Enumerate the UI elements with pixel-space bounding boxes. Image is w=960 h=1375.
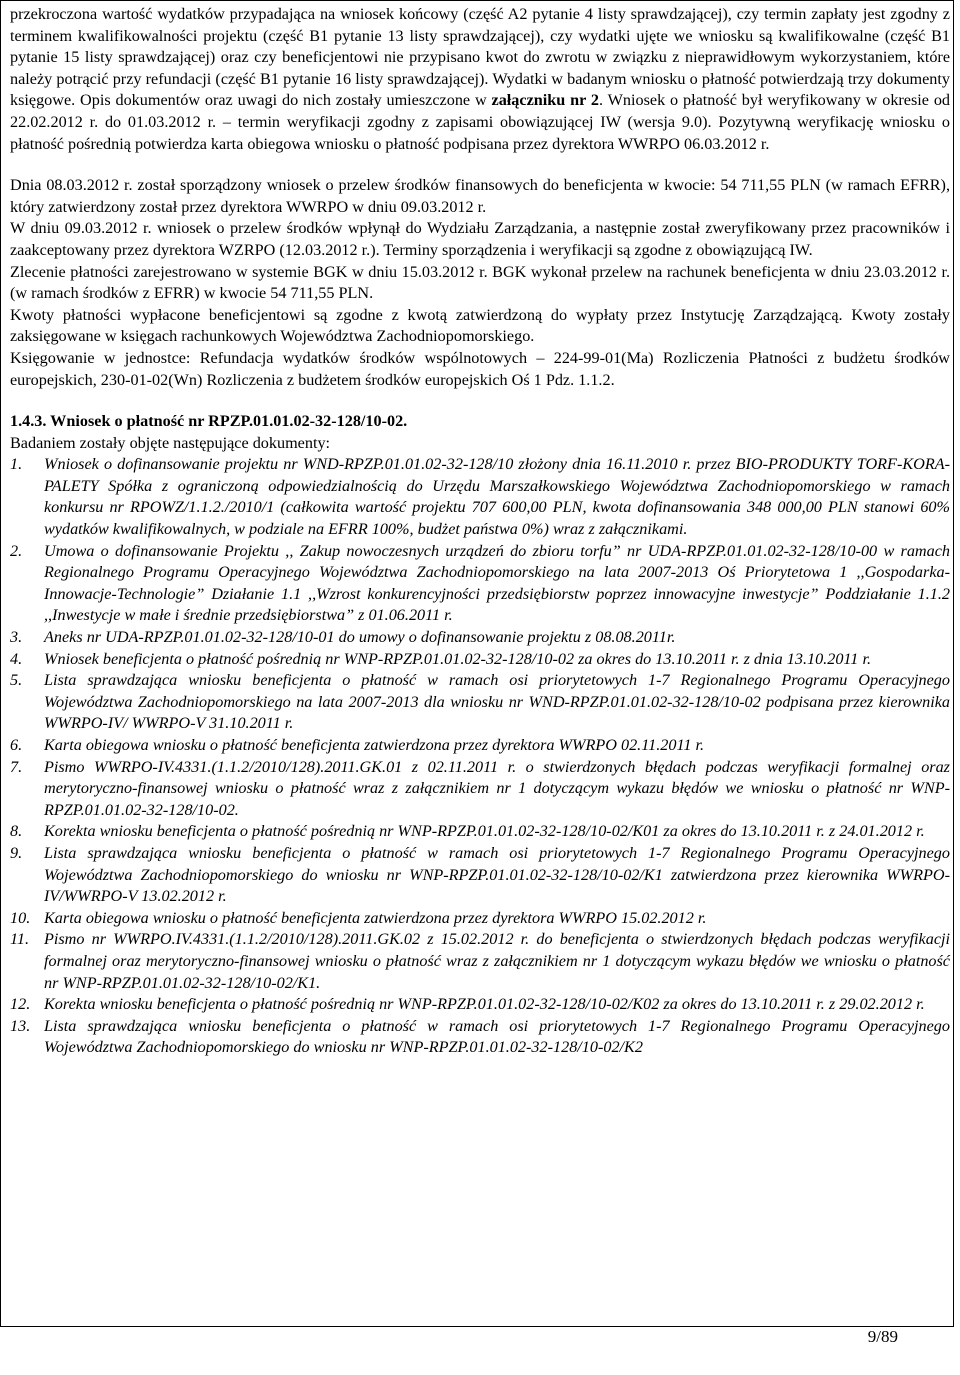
section-intro: Badaniem zostały objęte następujące dokumenty: bbox=[10, 433, 331, 452]
list-item-text: Lista sprawdzająca wniosku beneficjenta o płatność w ramach osi priorytetowych 1-7 Regionalnego Programu Operacyjnego Województwa Zachodniopomorskiego do wniosku nr WNP-RPZP.01.01.02-32-128/10-02/K1 zatwierdzona przez kierownika WWRPO-IV/WWRPO-V 13.02.2012 r. bbox=[44, 843, 950, 906]
page-number: 9/89 bbox=[867, 1327, 898, 1346]
list-item-number: 1. bbox=[10, 455, 23, 474]
list-item-text: Wniosek o dofinansowanie projektu nr WND-RPZP.01.01.02-32-128/10 złożony dnia 16.11.2010 r. przez BIO-PRODUKTY TORF-KORA-PALETY Spółka z ograniczoną odpowiedzialnością do Urzędu Marszałkowskiego Województwa Zachodniopomorskiego w ramach konkursu nr RPOWZ/1.1.2./2010/1 (całkowita wartość projektu 707 600,00 PLN, kwota dofinansowania 348 000,00 PLN stanowi 60% wydatków kwalifikowalnych, w podziale na EFRR 100%, budżet państwa 0%) wraz z załącznikami. bbox=[44, 455, 950, 539]
list-item-text: Wniosek beneficjenta o płatność pośrednią nr WNP-RPZP.01.01.02-32-128/10-02 za okres do 13.10.2011 r. z dnia 13.10.2011 r. bbox=[44, 649, 871, 668]
list-item-number: 3. bbox=[10, 628, 23, 647]
list-item-number: 11. bbox=[10, 930, 30, 949]
list-item-number: 13. bbox=[10, 1016, 31, 1035]
paragraph-accounting: Księgowanie w jednostce: Refundacja wydatków środków wspólnotowych – 224-99-01(Ma) Rozliczenia Płatności z budżetu środków europejskich, 230-01-02(Wn) Rozliczenia z budżetem środków europejskich Oś 1 Pdz. 1.1.2. bbox=[10, 348, 950, 389]
list-item-text: Umowa o dofinansowanie Projektu ,, Zakup nowoczesnych urządzeń do zbioru torfu” nr UDA-RPZP.01.01.02-32-128/10-00 w ramach Regionalnego Programu Operacyjnego Województwa Zachodniopomorskiego na lata 2007-2013 Oś Priorytetowa 1 ,,Gospodarka-Innowacje-Technologie” Działanie 1.1 ,,Wzrost konkurencyjności przedsiębiorstw poprzez innowacyjne inwestycje” Poddziałanie 1.1.2 ,,Inwestycje w małe i średnie przedsiębiorstwa” z 01.06.2011 r. bbox=[44, 541, 950, 625]
list-item bbox=[10, 541, 950, 627]
paragraph-verification-tail: . Wniosek o płatność był weryfikowany w okresie od 22.02.2012 r. do 01.03.2012 r. – termin weryfikacji zgodny z zapisami obowiązującej IW (wersja 9.0). Pozytywną weryfikację wniosku o płatność pośrednią potwierdza karta obiegowa wniosku o płatność podpisana przez dyrektora WWRPO 06.03.2012 r. bbox=[10, 91, 951, 153]
list-item bbox=[10, 649, 950, 671]
list-item bbox=[10, 821, 950, 843]
section-heading: 1.4.3. Wniosek o płatność nr RPZP.01.01.02-32-128/10-02. bbox=[10, 412, 408, 431]
paragraph-transfer-request: Dnia 08.03.2012 r. został sporządzony wniosek o przelew środków finansowych do beneficjenta w kwocie: 54 711,55 PLN (w ramach EFRR), który zatwierdzony został przez dyrektora WWRPO w dniu 09.03.2012 r. bbox=[10, 176, 950, 216]
list-item-text: Korekta wniosku beneficjenta o płatność pośrednią nr WNP-RPZP.01.01.02-32-128/10-02/K02 za okres do 13.10.2011 r. z 29.02.2012 r. bbox=[44, 995, 925, 1014]
list-item-number: 12. bbox=[10, 995, 31, 1014]
list-item-text: Karta obiegowa wniosku o płatność beneficjenta zatwierdzona przez dyrektora WWRPO 15.02.2012 r. bbox=[44, 908, 707, 927]
list-item-number: 6. bbox=[10, 736, 23, 754]
list-item-number: 5. bbox=[10, 671, 23, 690]
list-item-number: 7. bbox=[10, 757, 23, 776]
list-item-text: Pismo nr WWRPO.IV.4331.(1.1.2/2010/128).2011.GK.02 z 15.02.2012 r. do beneficjenta o stwierdzonych błędach podczas weryfikacji formalnej oraz merytoryczno-finansowej wniosku o płatność wraz z załącznikiem nr 1 dotyczącym wykazu błędów we wniosku o płatność nr WNP-RPZP.01.01.02-32-128/10-02/K1. bbox=[44, 930, 950, 992]
document-body bbox=[10, 4, 950, 1059]
paragraph-payment-amounts: Kwoty płatności wypłacone beneficjentowi są zgodne z kwotą zatwierdzoną do wypłaty przez Instytucję Zarządzającą. Kwoty zostały zaksięgowane w księgach rachunkowych Województwa Zachodniopomorskiego. bbox=[10, 305, 950, 346]
list-item bbox=[10, 735, 950, 757]
list-item bbox=[10, 454, 950, 540]
list-item-number: 2. bbox=[10, 541, 23, 560]
list-item bbox=[10, 843, 950, 908]
list-item-text: Korekta wniosku beneficjenta o płatność pośrednią nr WNP-RPZP.01.01.02-32-128/10-02/K01 za okres do 13.10.2011 r. z 24.01.2012 r. bbox=[44, 822, 925, 841]
paragraph-payment-order: Zlecenie płatności zarejestrowano w systemie BGK w dniu 15.03.2012 r. BGK wykonał przelew na rachunek beneficjenta w dniu 23.03.2012 r. (w ramach środków z EFRR) w kwocie 54 711,55 PLN. bbox=[10, 262, 950, 303]
list-item-text: Pismo WWRPO-IV.4331.(1.1.2/2010/128).2011.GK.01 z 02.11.2011 r. o stwierdzonych błędach podczas weryfikacji formalnej oraz merytoryczno-finansowej wniosku o płatność wraz z załącznikiem nr 1 dotyczącym wykazu błędów we wniosku o płatność nr WNP-RPZP.01.01.02-32-128/10-02. bbox=[44, 757, 950, 819]
list-item bbox=[10, 929, 950, 994]
list-item-text: Karta obiegowa wniosku o płatność beneficjenta zatwierdzona przez dyrektora WWRPO 02.11.2011 r. bbox=[44, 736, 705, 754]
list-item bbox=[10, 1016, 950, 1059]
list-item-number: 10. bbox=[10, 908, 31, 927]
list-item-number: 8. bbox=[10, 822, 23, 841]
list-item bbox=[10, 908, 950, 930]
paragraph-verification bbox=[10, 4, 950, 155]
attachment-reference: załączniku nr 2 bbox=[491, 91, 599, 110]
list-item bbox=[10, 670, 950, 735]
documents-list bbox=[10, 454, 950, 1059]
list-item bbox=[10, 757, 950, 822]
list-item-text: Lista sprawdzająca wniosku beneficjenta o płatność w ramach osi priorytetowych 1-7 Regionalnego Programu Operacyjnego Województwa Zachodniopomorskiego na lata 2007-2013 dla wniosku nr WND-RPZP.01.01.02-32-128/10-02 podpisana przez kierownika WWRPO-IV/ WWRPO-V 31.10.2011 r. bbox=[44, 671, 950, 733]
paragraph-transfer-received: W dniu 09.03.2012 r. wniosek o przelew środków wpłynął do Wydziału Zarządzania, a następnie został zweryfikowany przez pracowników i zaakceptowany przez dyrektora WZRPO (12.03.2012 r.). Terminy sporządzenia i weryfikacji są zgodne z obowiązującą IW. bbox=[10, 219, 950, 259]
list-item bbox=[10, 627, 950, 649]
list-item-number: 9. bbox=[10, 843, 23, 862]
list-item bbox=[10, 994, 950, 1016]
list-item-text: Aneks nr UDA-RPZP.01.01.02-32-128/10-01 do umowy o dofinansowanie projektu z 08.08.2011r. bbox=[44, 628, 676, 647]
list-item-text: Lista sprawdzająca wniosku beneficjenta o płatność w ramach osi priorytetowych 1-7 Regionalnego Programu Operacyjnego Województwa Zachodniopomorskiego do wniosku nr WNP-RPZP.01.01.02-32-128/10-02/K2 bbox=[44, 1016, 950, 1057]
paragraph-verification-text: przekroczona wartość wydatków przypadająca na wniosek końcowy (część A2 pytanie 4 listy sprawdzającej), czy termin zapłaty jest zgodny z terminem kwalifikowalności projektu (część B1 pytanie 13 listy sprawdzającej), czy wydatki ujęte we wniosku są kwalifikowalne (część B1 pytanie 15 listy sprawdzającej) oraz czy beneficjentowi nie przypisano kwot do zwrotu w związku z nieprawidłowym wykorzystaniem, które należy potrącić przy refundacji (część B1 pytanie 16 listy sprawdzającej). Wydatki w badanym wniosku o płatność potwierdzają trzy dokumenty księgowe. Opis dokumentów oraz uwagi do nich zostały umieszczone w bbox=[10, 5, 950, 110]
list-item-number: 4. bbox=[10, 649, 23, 668]
